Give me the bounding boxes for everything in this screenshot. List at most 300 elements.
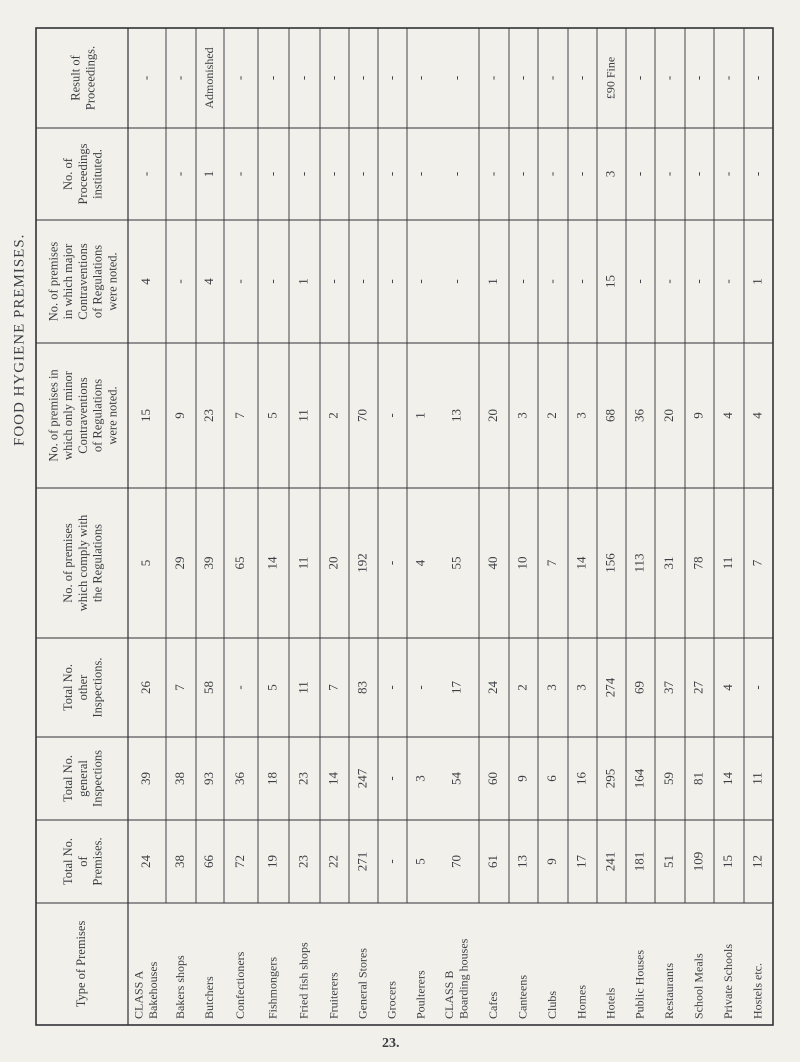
table-cell	[201, 171, 216, 178]
table-cell	[514, 279, 529, 283]
table-cell	[602, 275, 617, 288]
table-cell	[720, 279, 735, 283]
cell-value: 4	[200, 278, 216, 285]
cell-value: 109	[690, 851, 706, 872]
table-cell	[631, 768, 646, 788]
column-header-type	[74, 921, 88, 1008]
column-header-minor-line: No. of premises in	[46, 369, 61, 462]
table-cell	[544, 279, 559, 283]
column-header-general-line: general	[75, 760, 90, 797]
cell-value: -	[543, 279, 559, 284]
table-cell	[631, 172, 646, 176]
table-cell	[720, 76, 735, 80]
cell-value: 11	[295, 556, 311, 570]
cell-value: 20	[484, 409, 500, 422]
cell-value: 3	[573, 684, 589, 691]
table-cell	[514, 412, 529, 419]
row-label-16	[632, 950, 646, 1019]
row-label-19	[721, 944, 735, 1019]
column-header-minor	[46, 369, 119, 462]
column-header-proceedings-line: Proceedings	[75, 143, 90, 205]
table-cell	[295, 855, 310, 868]
table-cell	[573, 76, 588, 80]
table-cell	[412, 685, 427, 689]
row-label-line: Cafes	[485, 991, 500, 1019]
row-label-line: Private Schools	[720, 943, 735, 1019]
table-cell	[325, 557, 340, 570]
table-cell	[138, 278, 153, 285]
cell-value: -	[448, 279, 464, 284]
table-cell	[354, 768, 369, 788]
table-cell	[172, 772, 187, 785]
table-cell	[383, 561, 398, 565]
table-cell	[201, 681, 216, 694]
cell-value: 3	[412, 775, 428, 782]
cell-value: 1	[295, 278, 311, 285]
table-cell	[485, 855, 500, 868]
cell-value: 164	[631, 768, 647, 789]
table-cell	[383, 776, 398, 780]
row-label-20	[750, 963, 764, 1019]
cell-value: 9	[543, 858, 559, 865]
cell-value: 156	[602, 553, 618, 573]
cell-value: 12	[749, 855, 765, 868]
row-label-line: Public Houses	[632, 949, 647, 1019]
cell-value: 274	[602, 677, 618, 698]
table-cell	[325, 279, 340, 283]
cell-value: 17	[448, 681, 464, 694]
cell-value: -	[295, 75, 311, 81]
table-cell	[602, 852, 617, 872]
cell-value: -	[514, 171, 530, 177]
cell-value: -	[354, 171, 370, 177]
cell-value: -	[383, 685, 399, 690]
table-cell	[514, 76, 529, 80]
table-cell	[138, 76, 153, 80]
cell-value: -	[484, 171, 500, 177]
table-cell	[412, 76, 427, 80]
table-cell	[448, 855, 463, 868]
row-label-1	[173, 955, 187, 1019]
cell-value: -	[631, 75, 647, 81]
table-cell	[138, 409, 153, 422]
cell-value: 2	[514, 684, 530, 691]
table-cell	[573, 772, 588, 786]
table-cell	[690, 76, 705, 80]
column-header-comply-line: No. of premises	[61, 523, 76, 603]
row-label-14	[574, 985, 588, 1019]
table-cell	[201, 557, 216, 570]
table-cell	[354, 279, 369, 283]
cell-value: -	[690, 279, 706, 284]
table-cell	[172, 557, 187, 570]
cell-value: -	[719, 75, 735, 81]
row-label-8	[384, 981, 398, 1019]
cell-value: -	[631, 279, 647, 284]
cell-value: 55	[448, 556, 464, 570]
column-header-general	[61, 750, 105, 807]
table-cell	[172, 855, 187, 868]
table-cell	[354, 681, 369, 694]
table-cell	[325, 772, 340, 786]
table-cell	[631, 76, 646, 80]
table-cell	[749, 772, 764, 785]
cell-value: -	[660, 75, 676, 81]
table-cell	[295, 772, 310, 785]
column-header-proceedings-line: instituted.	[90, 149, 105, 199]
cell-value: 14	[264, 556, 280, 570]
table-cell	[383, 859, 398, 863]
cell-value: 93	[200, 772, 216, 785]
table-cell	[690, 279, 705, 283]
cell-value: 13	[448, 409, 464, 422]
row-label-6	[326, 972, 340, 1019]
cell-value: 14	[719, 772, 735, 785]
column-header-proceedings-line: No. of	[61, 158, 76, 190]
row-label-line: CLASS B	[442, 970, 457, 1019]
cell-value: 11	[749, 772, 765, 785]
cell-value: 18	[264, 772, 280, 785]
row-label-line: Fried fish shops	[296, 942, 311, 1019]
column-header-type-line: Type of Premises	[73, 920, 88, 1008]
table-cell	[573, 172, 588, 176]
cell-value: 7	[231, 412, 247, 419]
cell-value: 39	[137, 772, 153, 785]
column-header-total-line: Premises.	[90, 837, 105, 886]
table-cell	[448, 557, 463, 570]
table-cell	[603, 57, 617, 99]
cell-value: 22	[325, 855, 341, 868]
table-cell	[602, 553, 617, 573]
cell-value: 192	[354, 553, 370, 573]
table-cell	[448, 172, 463, 176]
table-cell	[201, 278, 216, 285]
table-cell	[232, 685, 247, 689]
table-cell	[325, 412, 340, 419]
column-header-other-line: Total No.	[61, 663, 76, 712]
table-cell	[514, 855, 529, 868]
table-cell	[720, 557, 735, 570]
table-cell	[383, 685, 398, 689]
cell-value: 11	[719, 556, 735, 570]
column-header-minor-line: Contraventions	[75, 377, 90, 454]
column-header-minor-line: which only minor	[61, 371, 76, 460]
cell-value: 3	[543, 684, 559, 691]
table-cell	[514, 557, 529, 570]
column-header-minor-line: were noted.	[105, 386, 120, 445]
table-cell	[138, 681, 153, 695]
cell-value: 3	[573, 412, 589, 419]
table-cell	[631, 409, 646, 423]
column-header-proceedings	[61, 143, 105, 204]
cell-value: 37	[660, 681, 676, 694]
row-label-line: Butchers	[201, 976, 216, 1019]
row-label-line: Clubs	[544, 990, 559, 1019]
column-header-comply-line: which comply with	[75, 514, 90, 612]
cell-value: 38	[171, 855, 187, 868]
table-cell	[138, 855, 153, 869]
cell-value: 38	[171, 772, 187, 785]
table-cell	[264, 279, 279, 283]
cell-value: 1	[749, 278, 765, 285]
table-cell	[138, 560, 153, 567]
row-label-3	[233, 951, 247, 1019]
column-header-other	[61, 657, 105, 717]
cell-value: 113	[631, 553, 647, 573]
column-header-comply-line: the Regulations	[90, 523, 105, 603]
table-cell	[544, 858, 559, 865]
cell-value: -	[719, 171, 735, 177]
table-frame	[36, 28, 773, 1025]
cell-value: 4	[412, 559, 428, 567]
row-label-4	[265, 957, 279, 1019]
table-cell	[749, 685, 764, 689]
cell-value: 6	[543, 775, 559, 782]
cell-value: -	[383, 75, 399, 81]
cell-value: -	[543, 171, 559, 177]
row-label-13	[545, 991, 559, 1019]
cell-value: -	[171, 75, 187, 81]
cell-value: -	[383, 171, 399, 177]
cell-value: 7	[171, 684, 187, 691]
table-cell	[749, 855, 764, 868]
cell-value: -	[412, 279, 428, 284]
table-cell	[232, 772, 247, 786]
table-cell	[138, 772, 153, 785]
cell-value: 66	[200, 855, 216, 868]
cell-value: 24	[137, 855, 153, 868]
cell-value: 60	[484, 772, 500, 785]
row-label-line: Hostels etc.	[750, 962, 765, 1019]
table-cell	[448, 772, 463, 786]
table-cell	[325, 172, 340, 176]
table-cell	[295, 76, 310, 80]
cell-value: -	[383, 279, 399, 284]
table-cell	[264, 772, 279, 785]
table-cell	[383, 279, 398, 283]
cell-value: -	[171, 171, 187, 177]
cell-value: 27	[690, 681, 706, 694]
table-cell	[264, 76, 279, 80]
table-cell	[412, 775, 427, 782]
cell-value: 9	[690, 412, 706, 419]
row-label-line: Confectioners	[232, 951, 247, 1019]
cell-value: -	[514, 75, 530, 81]
table-cell	[661, 681, 676, 695]
cell-value: -	[749, 75, 765, 81]
cell-value: 16	[573, 772, 589, 785]
cell-value: 61	[484, 855, 500, 868]
table-cell	[602, 769, 617, 789]
cell-value: -	[383, 560, 399, 566]
cell-value: 68	[602, 409, 618, 422]
cell-value: 23	[200, 409, 216, 422]
table-cell	[264, 412, 279, 419]
cell-value: 29	[171, 556, 187, 570]
row-label-line: Poulterers	[413, 970, 428, 1019]
cell-value: 51	[660, 855, 676, 868]
table-cell	[264, 172, 279, 176]
table-cell	[514, 684, 529, 691]
row-label-line: Fishmongers	[265, 956, 280, 1019]
column-header-total	[61, 837, 105, 885]
cell-value: -	[412, 75, 428, 81]
cell-value: 83	[354, 681, 370, 694]
row-label-line: Hotels	[603, 987, 618, 1019]
cell-value: 3	[514, 412, 530, 419]
table-cell	[448, 681, 463, 695]
table-cell	[232, 76, 247, 80]
table-cell	[295, 681, 310, 694]
cell-value: 11	[295, 409, 311, 422]
cell-value: 11	[295, 681, 311, 694]
table-cell	[354, 76, 369, 80]
cell-value: -	[383, 413, 399, 418]
cell-value: -	[383, 859, 399, 864]
table-cell	[631, 553, 646, 572]
table-cell	[485, 772, 500, 785]
cell-value: -	[719, 279, 735, 284]
table-cell	[172, 172, 187, 176]
table-cell	[201, 772, 216, 785]
column-header-major-line: in which major	[61, 243, 76, 320]
column-header-total-line: Total No.	[61, 837, 76, 886]
cell-value: 10	[514, 556, 530, 570]
row-label-9	[413, 970, 427, 1019]
table-cell	[661, 855, 676, 868]
table-cell	[749, 412, 764, 419]
table-cell	[172, 279, 187, 283]
table-cell	[295, 278, 310, 285]
table-cell	[485, 76, 500, 80]
column-header-major-line: were noted.	[105, 252, 120, 311]
table-cell	[485, 278, 500, 285]
cell-value: 24	[484, 681, 500, 694]
table-cell	[631, 279, 646, 283]
table-cell	[264, 684, 279, 691]
cell-value: 78	[690, 556, 706, 570]
table-cell	[544, 684, 559, 691]
cell-value: 17	[573, 855, 589, 868]
cell-value: 9	[171, 412, 187, 419]
column-header-major-line: of Regulations	[90, 244, 105, 319]
table-cell	[138, 172, 153, 176]
cell-value: 81	[690, 772, 706, 785]
table-cell	[485, 681, 500, 695]
row-label-line: Bakehouses	[145, 961, 160, 1019]
table-cell	[602, 677, 617, 697]
table-cell	[354, 172, 369, 176]
row-label-17	[662, 963, 676, 1019]
cell-value: 15	[137, 409, 153, 422]
column-header-major	[46, 242, 119, 322]
cell-value: -	[264, 171, 280, 177]
table-cell	[661, 76, 676, 80]
table-cell	[573, 412, 588, 419]
table-cell	[661, 772, 676, 785]
row-label-line: Homes	[574, 984, 589, 1019]
table-cell	[354, 553, 369, 573]
table-cell	[201, 409, 216, 422]
row-label-10	[442, 938, 470, 1019]
cell-value: 13	[514, 855, 530, 868]
cell-value: 1	[200, 170, 216, 178]
table-cell	[690, 772, 705, 785]
row-label-12	[515, 975, 529, 1019]
table-cell	[412, 172, 427, 176]
table-cell	[232, 557, 247, 570]
cell-value: 19	[264, 855, 280, 868]
row-label-0	[132, 961, 160, 1019]
cell-value: -	[325, 279, 341, 284]
table-cell	[720, 412, 735, 419]
cell-value: -	[690, 171, 706, 177]
table-cell	[201, 855, 216, 869]
table-cell	[661, 172, 676, 176]
table-cell	[412, 412, 427, 419]
cell-value: -	[573, 75, 589, 81]
cell-value: 4	[719, 412, 735, 419]
cell-value: 181	[631, 851, 647, 872]
cell-value: -	[690, 75, 706, 81]
page-title: FOOD HYGIENE PREMISES.	[11, 233, 28, 447]
table-cell	[232, 172, 247, 176]
row-label-7	[355, 948, 369, 1019]
cell-value: -	[573, 279, 589, 284]
cell-value: -	[412, 171, 428, 177]
cell-value: 2	[325, 412, 341, 419]
table-cell	[544, 172, 559, 176]
table-cell	[602, 171, 617, 178]
table-cell	[448, 76, 463, 80]
cell-value: 23	[295, 772, 311, 785]
column-header-other-line: other	[75, 674, 90, 701]
cell-value: 4	[719, 684, 735, 691]
table-cell	[383, 413, 398, 417]
cell-value: 7	[325, 684, 341, 691]
table-cell	[690, 681, 705, 695]
cell-value: 15	[719, 855, 735, 868]
cell-value: 14	[325, 772, 341, 785]
table-cell	[485, 172, 500, 176]
table-cell	[631, 681, 646, 694]
column-header-major-line: No. of premises	[46, 241, 61, 322]
table-cell	[232, 412, 247, 419]
cell-value: -	[484, 75, 500, 81]
cell-value: 5	[412, 858, 428, 865]
cell-value: -	[448, 75, 464, 81]
table-cell	[202, 47, 216, 108]
row-label-line: Fruiterers	[326, 972, 341, 1019]
cell-value: 15	[602, 275, 618, 288]
table-cell	[544, 775, 559, 782]
row-label-5	[296, 942, 310, 1019]
table-cell	[720, 172, 735, 176]
column-header-general-line: Inspections	[90, 750, 105, 807]
table-cell	[514, 172, 529, 176]
cell-value: -	[383, 776, 399, 781]
cell-value: 36	[631, 409, 647, 422]
cell-value: 26	[137, 681, 153, 694]
cell-value: 31	[660, 556, 676, 570]
cell-value: 241	[602, 851, 618, 872]
table-cell	[749, 76, 764, 80]
column-header-total-line: of	[75, 856, 90, 867]
table-cell	[264, 556, 279, 570]
table-cell	[412, 559, 427, 566]
cell-value: 54	[448, 772, 464, 785]
table-cell	[295, 557, 310, 570]
